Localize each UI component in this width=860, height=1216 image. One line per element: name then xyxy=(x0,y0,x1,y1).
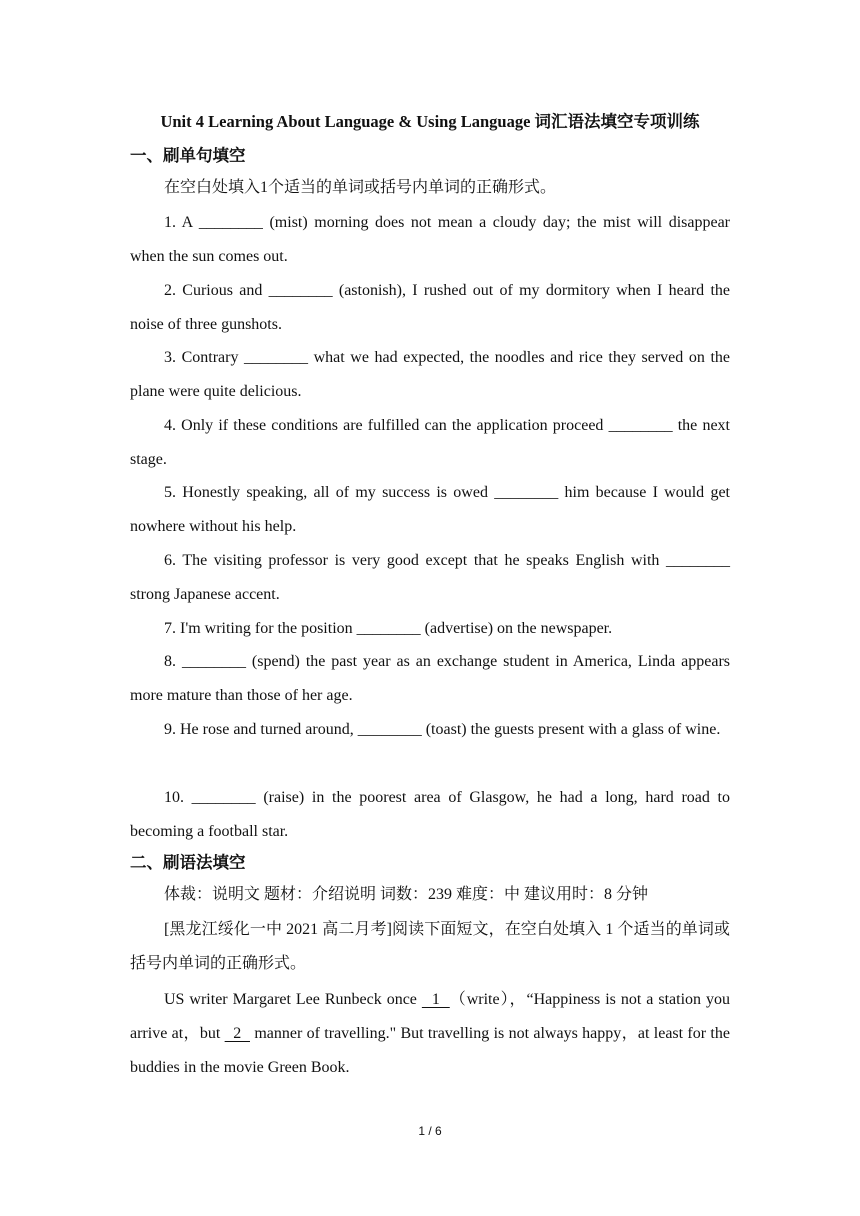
question-item: 6. The visiting professor is very good except that he speaks English with ________ strong Japanese accent. xyxy=(130,552,730,603)
question-item: 7. I'm writing for the position ________ (advertise) on the newspaper. xyxy=(164,620,613,637)
blank-2: 2 xyxy=(224,1025,250,1042)
question-item: 8. ________ (spend) the past year as an exchange student in America, Linda appears more mature than those of her age. xyxy=(130,653,730,704)
section-2-heading: 二、刷语法填空 xyxy=(130,853,246,872)
section-1-heading: 一、刷单句填空 xyxy=(130,146,246,165)
question-item: 4. Only if these conditions are fulfilled can the application proceed ________ the next stage. xyxy=(130,417,730,468)
document-title: Unit 4 Learning About Language & Using Language 词汇语法填空专项训练 xyxy=(160,112,700,131)
section-1-instruction: 在空白处填入1个适当的单词或括号内单词的正确形式。 xyxy=(164,179,557,196)
page-number: 1 / 6 xyxy=(418,1124,442,1138)
passage-part: manner of travelling." But travelling is not always happy，at least for the buddies in the movie Green Book. xyxy=(130,1025,730,1076)
blank-1: 1 xyxy=(421,991,450,1008)
question-item: 9. He rose and turned around, ________ (toast) the guests present with a glass of wine. xyxy=(164,721,721,738)
question-item: 3. Contrary ________ what we had expected, the noodles and rice they served on the plane were quite delicious. xyxy=(130,349,730,400)
passage-part: （write），“Happiness is not a station you arrive at，but xyxy=(130,991,730,1042)
passage-part: US writer Margaret Lee Runbeck once xyxy=(164,991,422,1008)
question-item: 10. ________ (raise) in the poorest area of Glasgow, he had a long, hard road to becoming a football star. xyxy=(130,789,730,840)
question-item: 2. Curious and ________ (astonish), I rushed out of my dormitory when I heard the noise of three gunshots. xyxy=(130,282,730,333)
passage-source: [黑龙江绥化一中 2021 高二月考]阅读下面短文，在空白处填入 1 个适当的单词或括号内单词的正确形式。 xyxy=(130,921,730,972)
passage-text xyxy=(130,983,730,1085)
question-item: 1. A ________ (mist) morning does not mean a cloudy day; the mist will disappear when the sun comes out. xyxy=(130,214,730,265)
question-item: 5. Honestly speaking, all of my success is owed ________ him because I would get nowhere without his help. xyxy=(130,484,730,535)
passage-meta: 体裁：说明文 题材：介绍说明 词数：239 难度：中 建议用时：8 分钟 xyxy=(164,886,649,903)
